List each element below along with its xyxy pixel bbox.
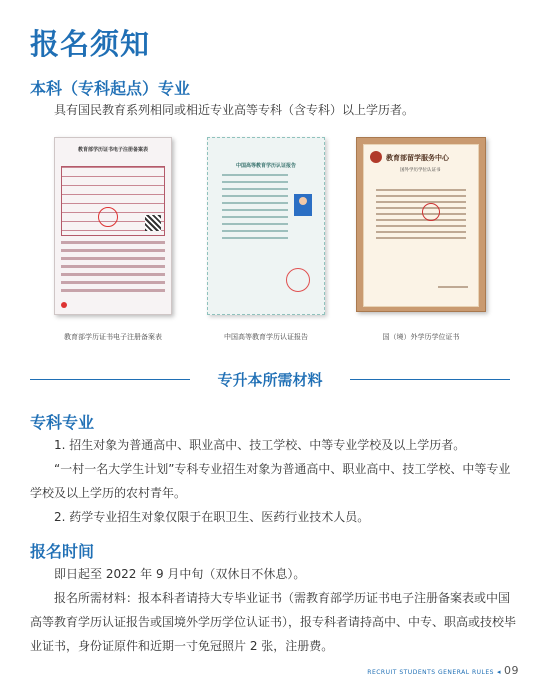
certificate-inner — [363, 144, 479, 307]
junior-item-2: 2. 药学专业招生对象仅限于在职卫生、医药行业技术人员。 — [54, 510, 370, 524]
certificate-title: 中国高等教育学历认证报告 — [235, 163, 296, 169]
certificate-image-registration-form — [54, 137, 172, 315]
stamp-icon — [98, 207, 118, 227]
figure-caption-registration-form: 教育部学历证书电子注册备案表 — [64, 333, 162, 341]
junior-item-1-note: “一村一名大学生计划”专科专业招生对象为普通高中、职业高中、技工学校、中等专业学校及以上学历的农村青年。 — [30, 462, 511, 500]
section-heading-junior: 专科专业 — [30, 413, 95, 432]
page-number: 09 — [504, 664, 519, 677]
seal-icon — [286, 268, 310, 292]
divider-line-right — [350, 379, 510, 380]
section-heading-bachelor: 本科（专科起点）专业 — [30, 79, 191, 98]
certificate-image-foreign-degree — [356, 137, 486, 312]
stamp-icon — [422, 203, 440, 221]
junior-item-1: 1. 招生对象为普通高中、职业高中、技工学校、中等专业学校及以上学历者。 — [54, 438, 466, 452]
certificate-text-lines — [364, 185, 478, 239]
footer-label: RECRUIT STUDENTS GENERAL RULES — [367, 669, 494, 676]
certificate-notes — [61, 241, 165, 292]
section-divider — [30, 369, 510, 391]
registration-time-text: 即日起至 2022 年 9 月中旬（双休日不休息）。 — [54, 567, 306, 581]
section-heading-time: 报名时间 — [30, 542, 95, 561]
certificate-subtitle-line — [61, 155, 165, 160]
bachelor-requirement-text: 具有国民教育系列相同或相近专业高等专科（含专科）以上学历者。 — [54, 103, 415, 117]
signature-line — [438, 286, 468, 288]
figure-caption-foreign-degree: 国（境）外学历学位证书 — [382, 333, 460, 341]
divider-title: 专升本所需材料 — [217, 371, 323, 389]
certificate-image-degree-verification — [207, 137, 325, 315]
certificate-subtitle: 国外学历学位认证书 — [400, 168, 441, 173]
triangle-icon: ◂ — [496, 668, 501, 676]
emblem-icon — [370, 151, 382, 163]
registration-materials-text: 报名所需材料：报本科者请持大专毕业证书（需教育部学历证书电子注册备案表或中国高等教育学历认证报告或国境外学历学位认证书），报专科者请持高中、中专、职高或技校毕业证书，身份证原件和近期一寸免冠照片 2 张，注册费。 — [30, 591, 517, 653]
certificate-title: 教育部留学服务中心 — [386, 154, 449, 162]
figure-caption-degree-verification: 中国高等教育学历认证报告 — [224, 333, 308, 341]
certificate-title: 教育部学历证书电子注册备案表 — [77, 147, 148, 153]
page-title: 报名须知 — [30, 27, 151, 61]
qr-code-icon — [145, 215, 161, 231]
certificate-table — [61, 166, 165, 236]
page-footer — [367, 664, 519, 677]
photo-icon — [294, 194, 312, 216]
logo-icon — [61, 302, 67, 308]
